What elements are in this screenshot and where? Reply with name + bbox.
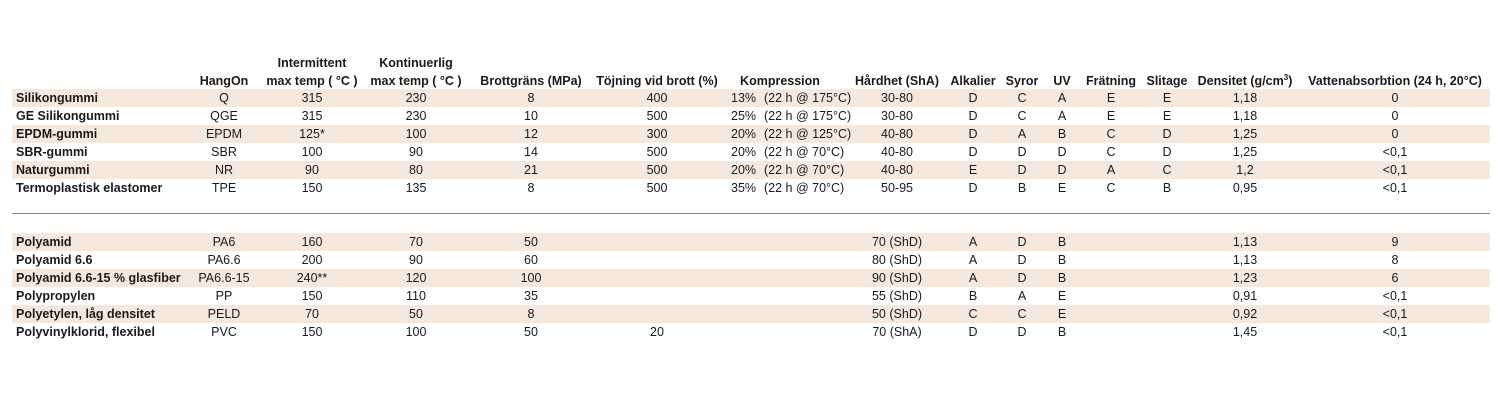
cell-code: PP (215, 289, 233, 303)
cell-inter: 315 (301, 91, 323, 105)
cell-vatten: <0,1 (1382, 145, 1408, 159)
cell-syror: A (1017, 127, 1027, 141)
cell-alkalier: D (968, 127, 978, 141)
cell-kont: 135 (405, 181, 427, 195)
cell-syror: C (1017, 91, 1027, 105)
cell-brott: 50 (524, 325, 538, 339)
cell-kont: 230 (405, 91, 427, 105)
header-kompression (725, 50, 835, 90)
header-brottgrans (474, 50, 588, 90)
cell-inter: 150 (301, 181, 323, 195)
cell-brott: 8 (527, 307, 535, 321)
cell-vatten: <0,1 (1382, 325, 1408, 339)
cell-vatten: 0 (1391, 91, 1399, 105)
cell-densitet: 1,2 (1236, 163, 1254, 177)
table-row (12, 89, 1490, 107)
cell-brott: 50 (524, 235, 538, 249)
cell-alkalier: C (968, 307, 978, 321)
cell-fratning (1082, 287, 1140, 305)
cell-komp-cond: (22 h @ 70°C) (764, 145, 845, 159)
cell-vatten: 9 (1391, 235, 1399, 249)
header-intermittent-line2: max temp ( °C ) (266, 74, 358, 88)
header-kontinuerlig-line2: max temp ( °C ) (370, 74, 462, 88)
cell-syror: B (1017, 181, 1027, 195)
cell-vatten: <0,1 (1382, 181, 1408, 195)
cell-komp-pct: 20% (731, 145, 757, 159)
cell-kont: 50 (409, 307, 423, 321)
cell-brott: 8 (527, 181, 535, 195)
cell-brott: 10 (524, 109, 538, 123)
header-hangon (198, 50, 250, 90)
header-alkalier (945, 50, 1001, 90)
table-row (12, 233, 1490, 251)
header-fratning (1082, 50, 1140, 90)
cell-alkalier: D (968, 325, 978, 339)
cell-komp-cond (764, 233, 854, 251)
cell-code: PA6.6 (207, 253, 241, 267)
cell-komp-cond (764, 251, 854, 269)
header-tojning-label: Töjning vid brott (%) (596, 74, 718, 88)
table-row (12, 179, 1490, 197)
cell-uv: B (1057, 253, 1067, 267)
cell-inter: 150 (301, 325, 323, 339)
cell-komp-cond: (22 h @ 175°C) (764, 109, 852, 123)
cell-slitage (1142, 287, 1192, 305)
cell-densitet: 1,13 (1232, 235, 1258, 249)
cell-hardhet: 55 (ShD) (871, 289, 923, 303)
cell-hardhet: 40-80 (881, 145, 913, 159)
cell-hardhet: 40-80 (881, 163, 913, 177)
cell-tojning: 500 (646, 181, 668, 195)
cell-syror: D (1017, 163, 1027, 177)
header-kontinuerlig (366, 50, 466, 90)
header-alkalier-label: Alkalier (950, 74, 996, 88)
header-densitet-close: ) (1288, 74, 1293, 88)
cell-slitage: B (1162, 181, 1172, 195)
cell-kont: 120 (405, 271, 427, 285)
cell-fratning (1082, 323, 1140, 341)
header-slitage-label: Slitage (1146, 74, 1188, 88)
cell-name: Polyamid 6.6-15 % glasfiber (16, 271, 181, 285)
cell-hardhet: 30-80 (881, 109, 913, 123)
cell-fratning (1082, 251, 1140, 269)
cell-vatten: <0,1 (1382, 289, 1408, 303)
cell-komp-cond: (22 h @ 175°C) (764, 91, 852, 105)
cell-densitet: 1,25 (1232, 145, 1258, 159)
cell-code: PA6 (212, 235, 236, 249)
header-syror-label: Syror (1005, 74, 1039, 88)
cell-kont: 230 (405, 109, 427, 123)
cell-fratning (1082, 269, 1140, 287)
table-row (12, 305, 1490, 323)
cell-alkalier: D (968, 145, 978, 159)
table-row (12, 287, 1490, 305)
cell-fratning: C (1106, 145, 1116, 159)
header-hardhet-label: Hårdhet (ShA) (854, 74, 940, 88)
cell-slitage: D (1162, 145, 1172, 159)
cell-inter: 125* (299, 127, 325, 141)
header-vatten-label: Vattenabsorbtion (24 h, 20°C) (1308, 74, 1482, 88)
cell-kont: 100 (405, 127, 427, 141)
cell-kont: 110 (406, 289, 426, 303)
cell-uv: A (1057, 91, 1067, 105)
cell-densitet: 1,18 (1232, 91, 1258, 105)
cell-inter: 70 (305, 307, 319, 321)
cell-hardhet: 90 (ShD) (871, 271, 923, 285)
cell-densitet: 1,25 (1232, 127, 1258, 141)
cell-brott: 8 (527, 91, 535, 105)
cell-inter: 160 (301, 235, 323, 249)
group-divider (12, 213, 1490, 214)
cell-uv: A (1057, 109, 1067, 123)
cell-densitet: 1,18 (1232, 109, 1258, 123)
cell-slitage: D (1162, 127, 1172, 141)
cell-kont: 100 (405, 325, 427, 339)
cell-name: Polyamid (16, 235, 72, 249)
cell-name: SBR-gummi (16, 145, 88, 159)
cell-densitet: 0,95 (1232, 181, 1258, 195)
cell-slitage (1142, 251, 1192, 269)
cell-komp-pct: 20% (731, 163, 757, 177)
cell-uv: B (1057, 325, 1067, 339)
cell-komp-pct: 20% (731, 127, 757, 141)
table-row (12, 161, 1490, 179)
cell-syror: A (1017, 289, 1027, 303)
cell-code: PA6.6-15 (198, 271, 250, 285)
cell-syror: D (1017, 235, 1027, 249)
cell-uv: E (1057, 289, 1067, 303)
cell-inter: 100 (301, 145, 323, 159)
cell-name: Polypropylen (16, 289, 96, 303)
header-brottgrans-label: Brottgräns (MPa) (480, 74, 582, 88)
cell-slitage (1142, 323, 1192, 341)
cell-uv: D (1057, 163, 1067, 177)
cell-hardhet: 40-80 (881, 127, 913, 141)
cell-slitage: C (1162, 163, 1172, 177)
cell-tojning: 500 (646, 163, 668, 177)
cell-code: PVC (211, 325, 237, 339)
cell-hardhet: 50 (ShD) (871, 307, 923, 321)
table-row (12, 143, 1490, 161)
cell-hardhet: 70 (ShD) (871, 235, 923, 249)
cell-code: SBR (211, 145, 237, 159)
cell-hardhet: 70 (ShA) (872, 325, 922, 339)
cell-komp-pct: 13% (731, 91, 757, 105)
cell-uv: E (1057, 181, 1067, 195)
cell-inter: 315 (301, 109, 323, 123)
cell-fratning: C (1106, 181, 1116, 195)
cell-slitage (1142, 269, 1192, 287)
cell-densitet: 0,91 (1232, 289, 1258, 303)
cell-hardhet: 50-95 (881, 181, 913, 195)
cell-densitet: 1,45 (1232, 325, 1258, 339)
cell-komp-cond: (22 h @ 70°C) (764, 181, 845, 195)
cell-syror: D (1017, 271, 1027, 285)
cell-tojning (592, 233, 722, 251)
cell-fratning (1082, 233, 1140, 251)
cell-fratning: E (1106, 91, 1116, 105)
cell-name: Naturgummi (16, 163, 90, 177)
cell-hardhet: 80 (ShD) (871, 253, 923, 267)
cell-tojning (592, 287, 722, 305)
cell-brott: 100 (520, 271, 542, 285)
cell-komp-cond (764, 269, 854, 287)
cell-vatten: 0 (1391, 109, 1399, 123)
cell-tojning (592, 251, 722, 269)
cell-name: Polyvinylklorid, flexibel (16, 325, 155, 339)
header-syror (1002, 50, 1042, 90)
header-intermittent (262, 50, 362, 90)
cell-tojning (592, 305, 722, 323)
cell-name: Termoplastisk elastomer (16, 181, 163, 195)
cell-tojning: 300 (646, 127, 668, 141)
header-uv-label: UV (1053, 74, 1071, 88)
cell-inter: 90 (305, 163, 319, 177)
cell-syror: C (1017, 109, 1027, 123)
header-intermittent-line1: Intermittent (277, 56, 347, 70)
cell-densitet: 0,92 (1232, 307, 1258, 321)
cell-vatten: 8 (1391, 253, 1399, 267)
header-slitage (1142, 50, 1192, 90)
cell-brott: 60 (524, 253, 538, 267)
cell-slitage (1142, 233, 1192, 251)
header-densitet-exponent: 3 (1283, 73, 1289, 82)
cell-kont: 70 (409, 235, 423, 249)
cell-fratning: A (1106, 163, 1116, 177)
cell-tojning: 400 (646, 91, 668, 105)
table-row (12, 269, 1490, 287)
cell-kont: 80 (409, 163, 423, 177)
cell-inter: 150 (301, 289, 323, 303)
header-tojning (592, 50, 722, 90)
cell-komp-pct: 35% (731, 181, 757, 195)
cell-densitet: 1,13 (1232, 253, 1258, 267)
cell-alkalier: A (968, 235, 978, 249)
cell-name: EPDM-gummi (16, 127, 98, 141)
cell-alkalier: D (968, 109, 978, 123)
header-hardhet (850, 50, 944, 90)
header-kontinuerlig-line1: Kontinuerlig (379, 56, 453, 70)
cell-komp-cond (764, 323, 854, 341)
cell-name: Silikongummi (16, 91, 98, 105)
cell-name: GE Silikongummi (16, 109, 120, 123)
cell-tojning: 500 (646, 109, 668, 123)
header-uv (1048, 50, 1076, 90)
cell-alkalier: A (968, 271, 978, 285)
cell-vatten: <0,1 (1382, 163, 1408, 177)
cell-brott: 14 (524, 145, 538, 159)
cell-kont: 90 (409, 253, 423, 267)
cell-uv: B (1057, 235, 1067, 249)
cell-syror: D (1017, 253, 1027, 267)
header-fratning-label: Frätning (1086, 74, 1136, 88)
cell-syror: D (1017, 145, 1027, 159)
cell-code: TPE (211, 181, 237, 195)
cell-komp-cond: (22 h @ 125°C) (764, 127, 852, 141)
cell-alkalier: B (968, 289, 978, 303)
table-row (12, 125, 1490, 143)
cell-slitage (1142, 305, 1192, 323)
cell-uv: D (1057, 145, 1067, 159)
cell-inter: 240** (296, 271, 328, 285)
cell-code: Q (219, 91, 229, 105)
cell-syror: D (1017, 325, 1027, 339)
header-kompression-label: Kompression (740, 74, 820, 88)
cell-fratning: E (1106, 109, 1116, 123)
cell-name: Polyamid 6.6 (16, 253, 93, 267)
header-densitet (1192, 50, 1298, 90)
header-vatten (1302, 50, 1488, 90)
cell-code: PELD (207, 307, 241, 321)
cell-fratning: C (1106, 127, 1116, 141)
cell-fratning (1082, 305, 1140, 323)
cell-slitage: E (1162, 109, 1172, 123)
cell-tojning (592, 269, 722, 287)
cell-kont: 90 (409, 145, 423, 159)
cell-tojning: 500 (646, 145, 668, 159)
table-row (12, 251, 1490, 269)
cell-hardhet: 30-80 (881, 91, 913, 105)
cell-inter: 200 (301, 253, 323, 267)
cell-code: QGE (210, 109, 238, 123)
cell-tojning: 20 (650, 325, 664, 339)
table-row (12, 323, 1490, 341)
cell-densitet: 1,23 (1232, 271, 1258, 285)
cell-vatten: <0,1 (1382, 307, 1408, 321)
cell-alkalier: A (968, 253, 978, 267)
cell-uv: E (1057, 307, 1067, 321)
cell-uv: B (1057, 127, 1067, 141)
cell-slitage: E (1162, 91, 1172, 105)
header-densitet-label (1198, 72, 1293, 90)
cell-komp-pct: 25% (731, 109, 757, 123)
header-hangon-label: HangOn (199, 74, 249, 88)
cell-alkalier: D (968, 91, 978, 105)
cell-alkalier: E (968, 163, 978, 177)
cell-vatten: 6 (1391, 271, 1399, 285)
cell-brott: 21 (524, 163, 538, 177)
cell-syror: C (1017, 307, 1027, 321)
cell-vatten: 0 (1391, 127, 1399, 141)
cell-komp-cond (764, 305, 854, 323)
cell-code: EPDM (205, 127, 243, 141)
cell-alkalier: D (968, 181, 978, 195)
cell-komp-cond (764, 287, 854, 305)
cell-uv: B (1057, 271, 1067, 285)
cell-brott: 12 (524, 127, 538, 141)
cell-brott: 35 (524, 289, 538, 303)
cell-komp-cond: (22 h @ 70°C) (764, 163, 845, 177)
cell-name: Polyetylen, låg densitet (16, 307, 155, 321)
header-densitet-text: Densitet (g/cm (1197, 74, 1284, 88)
cell-code: NR (214, 163, 234, 177)
table-row (12, 107, 1490, 125)
